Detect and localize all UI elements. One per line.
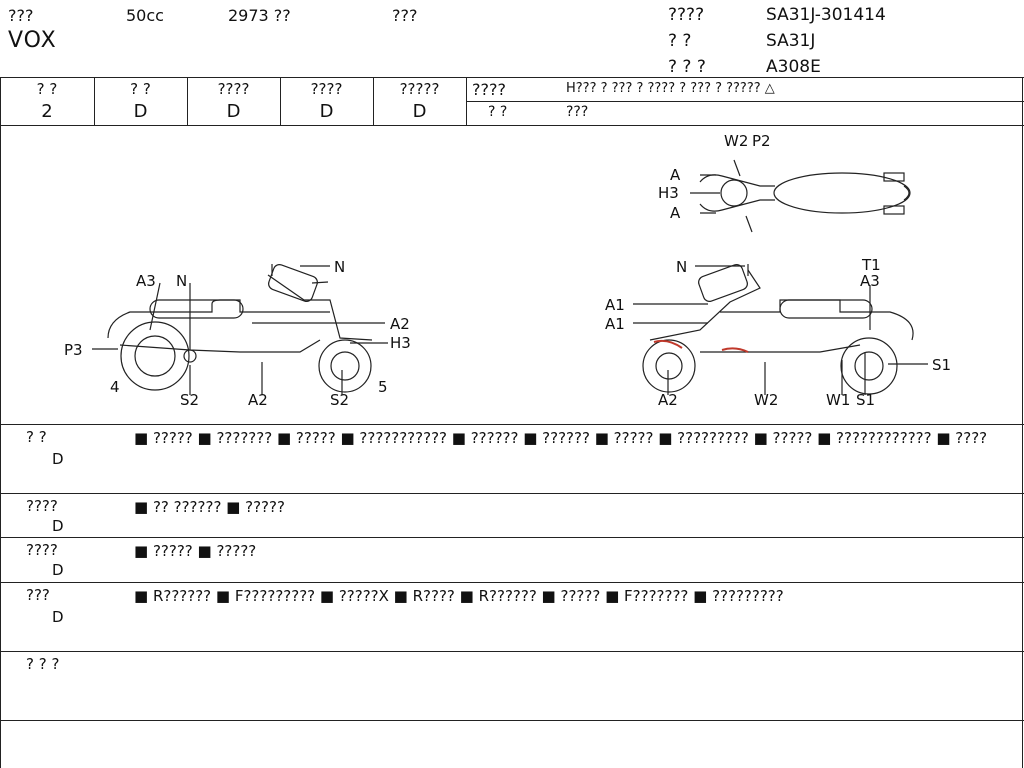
overall-label: ? ? xyxy=(36,80,58,98)
label-a-top2: A xyxy=(670,204,681,222)
label-w2-top: W2 xyxy=(724,132,749,150)
section-label: ??? xyxy=(26,586,50,604)
scooter-diagram xyxy=(0,126,1024,423)
section-text: ■ ????? ■ ????? xyxy=(134,542,257,560)
exterior-grade: D xyxy=(133,101,148,122)
label-a1-right1: A1 xyxy=(605,296,625,314)
label-n-right: N xyxy=(676,258,688,276)
label-5: 5 xyxy=(378,378,388,396)
frame-grade: D xyxy=(319,101,334,122)
section-label: ???? xyxy=(26,541,58,559)
suspension-section xyxy=(0,582,1024,651)
overall-grade: 2 xyxy=(41,101,53,122)
section-grade: D xyxy=(52,608,64,626)
divider xyxy=(0,77,1024,78)
label-s2-left2: S2 xyxy=(330,391,350,409)
type-label: ? ? xyxy=(668,31,692,51)
engine-no: A308E xyxy=(766,57,821,77)
frame-no: SA31J-301414 xyxy=(766,5,886,25)
label-p2: P2 xyxy=(752,132,771,150)
section-text: ■ ????? ■ ??????? ■ ????? ■ ??????????? ■ ?????? ■ ?????? ■ ????? ■ ????????? ■ ????? ■ ???????????? ■ ???? xyxy=(134,429,988,447)
label-a2-left2: A2 xyxy=(248,391,268,409)
label-a3-left: A3 xyxy=(136,272,156,290)
label-h3-top: H3 xyxy=(658,184,679,202)
frame-label: ???? xyxy=(310,80,343,98)
key-value: ??? xyxy=(566,104,589,120)
section-text: ■ ?? ?????? ■ ????? xyxy=(134,498,285,516)
type-value: SA31J xyxy=(766,31,816,51)
label-h3-left: H3 xyxy=(390,334,411,352)
key-label: ? ? xyxy=(488,104,508,120)
section-label: ? ? ? xyxy=(26,655,60,673)
engine-grade: D xyxy=(226,101,241,122)
section-grade: D xyxy=(52,450,64,468)
engine-section xyxy=(0,493,1024,537)
label-a1-right2: A1 xyxy=(605,315,625,333)
label-s2-left1: S2 xyxy=(180,391,200,409)
border-right xyxy=(1022,77,1023,768)
other-section xyxy=(0,651,1024,720)
label-p3: P3 xyxy=(64,341,83,359)
label-a2-left: A2 xyxy=(390,315,410,333)
frame-no-label: ???? xyxy=(668,5,705,25)
label-a3-right: A3 xyxy=(860,272,880,290)
label-s1-bottom: S1 xyxy=(856,391,876,409)
displacement: 50cc xyxy=(126,6,164,25)
frame-section xyxy=(0,537,1024,582)
section-label: ???? xyxy=(26,497,58,515)
label-n-left-bar: N xyxy=(334,258,346,276)
section-grade: D xyxy=(52,561,64,579)
label-a-top1: A xyxy=(670,166,681,184)
engine-no-label: ? ? ? xyxy=(668,57,706,77)
color: ??? xyxy=(392,6,418,25)
diagram-labels xyxy=(64,132,951,409)
label-a2-right: A2 xyxy=(658,391,678,409)
section-text: ■ R?????? ■ F????????? ■ ?????X ■ R???? ■ R?????? ■ ????? ■ F??????? ■ ????????? xyxy=(134,587,784,605)
safety-label: ???? xyxy=(472,80,506,99)
label-4: 4 xyxy=(110,378,120,396)
engine-label: ???? xyxy=(217,80,250,98)
suspension-grade: D xyxy=(412,101,427,122)
safety-items: H??? ? ??? ? ???? ? ??? ? ????? △ xyxy=(566,81,775,96)
exterior-label: ? ? xyxy=(130,80,151,98)
border-left xyxy=(0,77,1,768)
divider xyxy=(466,101,1024,102)
label-s1-right: S1 xyxy=(932,356,952,374)
suspension-label: ????? xyxy=(399,80,440,98)
section-label: ? ? xyxy=(26,428,47,446)
label-w1: W1 xyxy=(826,391,851,409)
scooter-top-view xyxy=(700,160,910,232)
label-n-left: N xyxy=(176,272,188,290)
section-grade: D xyxy=(52,517,64,535)
divider xyxy=(0,720,1024,721)
mileage: 2973 ?? xyxy=(228,6,291,25)
model-name: VOX xyxy=(8,28,57,53)
maker: ??? xyxy=(8,6,34,25)
divider xyxy=(466,77,467,125)
label-t1: T1 xyxy=(862,256,881,274)
label-w2-right: W2 xyxy=(754,391,779,409)
exterior-section xyxy=(0,424,1024,493)
